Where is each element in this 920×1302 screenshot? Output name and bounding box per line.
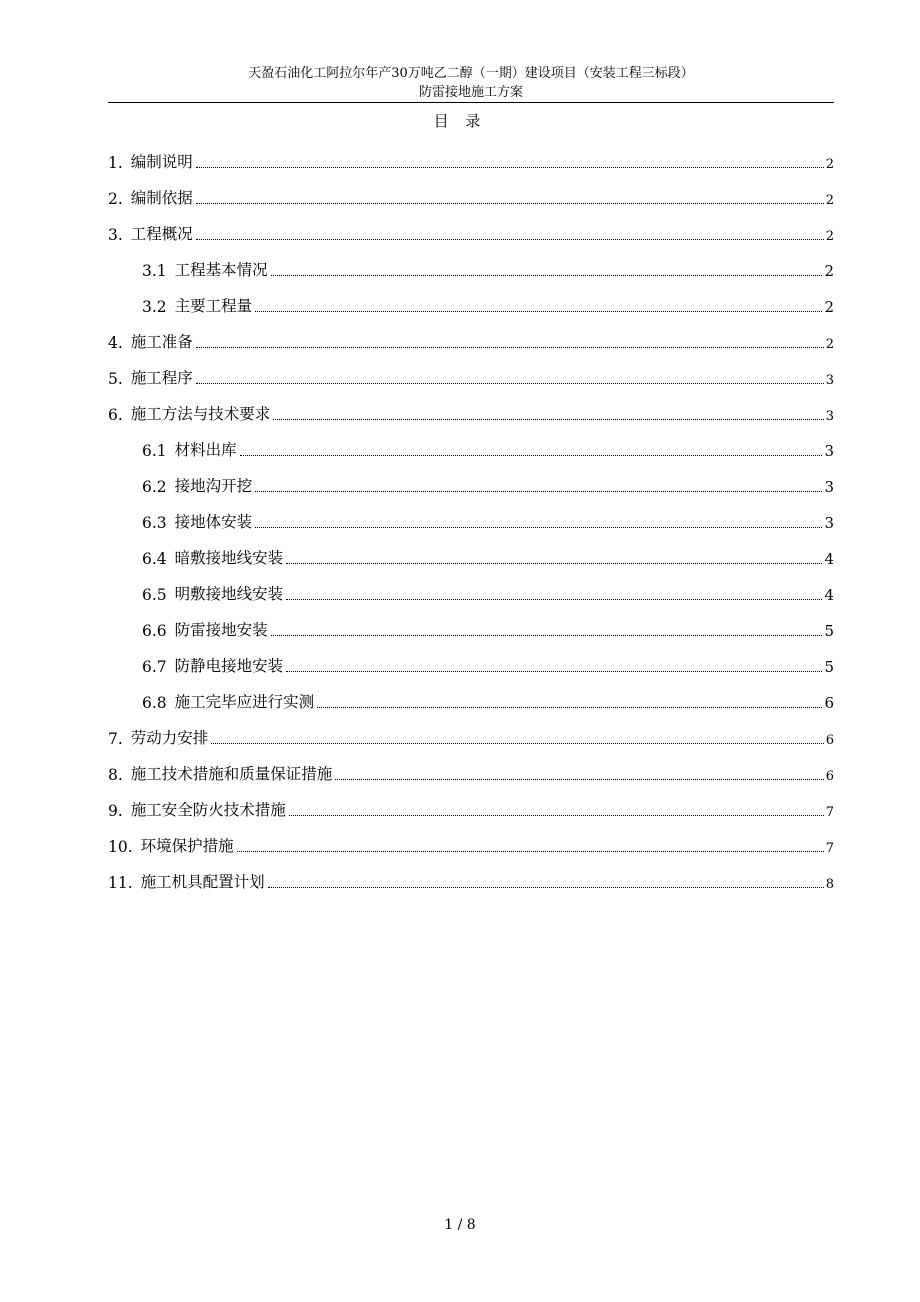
table-of-contents (108, 136, 834, 892)
toc-entry-number: 10. (108, 838, 133, 856)
toc-entry-page: 6 (825, 733, 834, 748)
toc-entry[interactable] (108, 496, 834, 532)
toc-entry-page: 3 (825, 373, 834, 388)
toc-entry[interactable] (108, 388, 834, 424)
toc-entry-number: 7. (108, 730, 123, 748)
toc-dot-leader (286, 563, 822, 564)
toc-entry[interactable] (108, 820, 834, 856)
toc-entry-page: 5 (824, 658, 834, 676)
toc-dot-leader (317, 707, 822, 708)
toc-entry-number: 3.1 (142, 262, 167, 280)
toc-entry-number: 6.4 (142, 550, 167, 568)
toc-entry-title: 防静电接地安装 (174, 657, 284, 675)
toc-dot-leader (286, 599, 822, 600)
toc-entry-number: 6.8 (142, 694, 167, 712)
toc-entry-number: 5. (108, 370, 123, 388)
toc-entry-number: 3. (108, 226, 123, 244)
toc-dot-leader (286, 671, 822, 672)
toc-entry[interactable] (108, 568, 834, 604)
toc-entry-title: 环境保护措施 (140, 837, 234, 855)
header-project-title: 天盈石油化工阿拉尔年产30万吨乙二醇（一期）建设项目（安装工程三标段） (248, 66, 694, 81)
toc-dot-leader (196, 167, 824, 168)
toc-entry-title: 施工机具配置计划 (140, 873, 265, 891)
toc-dot-leader (268, 887, 824, 888)
toc-entry-page: 2 (824, 298, 834, 316)
toc-entry-page: 3 (825, 409, 834, 424)
toc-dot-leader (196, 383, 824, 384)
toc-entry-page: 4 (824, 550, 834, 568)
toc-entry-number: 6.7 (142, 658, 167, 676)
toc-entry-page: 3 (824, 478, 834, 496)
toc-entry-number: 11. (108, 874, 133, 892)
toc-entry-title: 施工方法与技术要求 (130, 405, 271, 423)
toc-entry-page: 8 (825, 877, 834, 892)
toc-dot-leader (240, 455, 823, 456)
toc-entry-title: 工程基本情况 (174, 261, 268, 279)
toc-dot-leader (237, 851, 824, 852)
toc-entry-number: 9. (108, 802, 123, 820)
toc-entry[interactable] (108, 676, 834, 712)
header-document-title: 防雷接地施工方案 (418, 85, 523, 100)
toc-entry-title: 施工安全防火技术措施 (130, 801, 286, 819)
toc-entry-title: 施工准备 (130, 333, 193, 351)
toc-dot-leader (271, 635, 823, 636)
toc-entry[interactable] (108, 316, 834, 352)
toc-entry-page: 6 (825, 769, 834, 784)
toc-entry-page: 7 (825, 805, 834, 820)
toc-entry-title: 施工完毕应进行实测 (174, 693, 315, 711)
toc-entry-number: 8. (108, 766, 123, 784)
toc-entry-page: 2 (824, 262, 834, 280)
toc-entry[interactable] (108, 532, 834, 568)
toc-entry[interactable] (108, 424, 834, 460)
toc-entry-title: 接地沟开挖 (174, 477, 253, 495)
toc-entry[interactable] (108, 136, 834, 172)
toc-entry-page: 2 (825, 229, 834, 244)
toc-entry[interactable] (108, 604, 834, 640)
toc-entry-number: 6. (108, 406, 123, 424)
toc-entry[interactable] (108, 640, 834, 676)
toc-entry-title: 施工技术措施和质量保证措施 (130, 765, 333, 783)
toc-entry[interactable] (108, 856, 834, 892)
toc-entry-page: 4 (824, 586, 834, 604)
toc-entry-title: 防雷接地安装 (174, 621, 268, 639)
toc-entry-page: 6 (824, 694, 834, 712)
toc-entry-title: 材料出库 (174, 441, 237, 459)
toc-entry-number: 2. (108, 190, 123, 208)
toc-entry-page: 3 (824, 442, 834, 460)
toc-entry-number: 6.3 (142, 514, 167, 532)
toc-dot-leader (196, 239, 824, 240)
toc-dot-leader (335, 779, 823, 780)
toc-dot-leader (289, 815, 824, 816)
toc-entry[interactable] (108, 712, 834, 748)
toc-title: 目 录 (433, 112, 487, 130)
toc-dot-leader (255, 527, 822, 528)
toc-entry-title: 明敷接地线安装 (174, 585, 284, 603)
toc-entry-page: 2 (825, 157, 834, 172)
toc-dot-leader (196, 203, 824, 204)
toc-entry-number: 4. (108, 334, 123, 352)
toc-entry[interactable] (108, 784, 834, 820)
toc-dot-leader (273, 419, 823, 420)
toc-dot-leader (271, 275, 823, 276)
toc-entry-number: 1. (108, 154, 123, 172)
toc-entry[interactable] (108, 460, 834, 496)
toc-entry[interactable] (108, 280, 834, 316)
toc-entry-title: 编制说明 (130, 153, 193, 171)
toc-entry[interactable] (108, 172, 834, 208)
toc-dot-leader (196, 347, 824, 348)
toc-entry[interactable] (108, 748, 834, 784)
toc-entry[interactable] (108, 208, 834, 244)
toc-entry-title: 接地体安装 (174, 513, 253, 531)
toc-entry[interactable] (108, 244, 834, 280)
toc-entry-number: 6.5 (142, 586, 167, 604)
header-divider (108, 102, 834, 103)
toc-entry[interactable] (108, 352, 834, 388)
toc-entry-page: 3 (824, 514, 834, 532)
toc-entry-title: 暗敷接地线安装 (174, 549, 284, 567)
page-header (108, 64, 834, 102)
toc-entry-page: 2 (825, 193, 834, 208)
toc-entry-page: 5 (824, 622, 834, 640)
toc-entry-page: 7 (825, 841, 834, 856)
toc-dot-leader (211, 743, 823, 744)
toc-entry-title: 主要工程量 (174, 297, 253, 315)
toc-entry-number: 6.1 (142, 442, 167, 460)
toc-entry-page: 2 (825, 337, 834, 352)
toc-dot-leader (255, 491, 822, 492)
toc-entry-title: 施工程序 (130, 369, 193, 387)
toc-entry-number: 6.6 (142, 622, 167, 640)
toc-entry-title: 编制依据 (130, 189, 193, 207)
toc-entry-number: 3.2 (142, 298, 167, 316)
toc-entry-title: 劳动力安排 (130, 729, 209, 747)
toc-dot-leader (255, 311, 822, 312)
toc-entry-title: 工程概况 (130, 225, 193, 243)
toc-entry-number: 6.2 (142, 478, 167, 496)
page-indicator: 1 / 8 (444, 1217, 476, 1233)
